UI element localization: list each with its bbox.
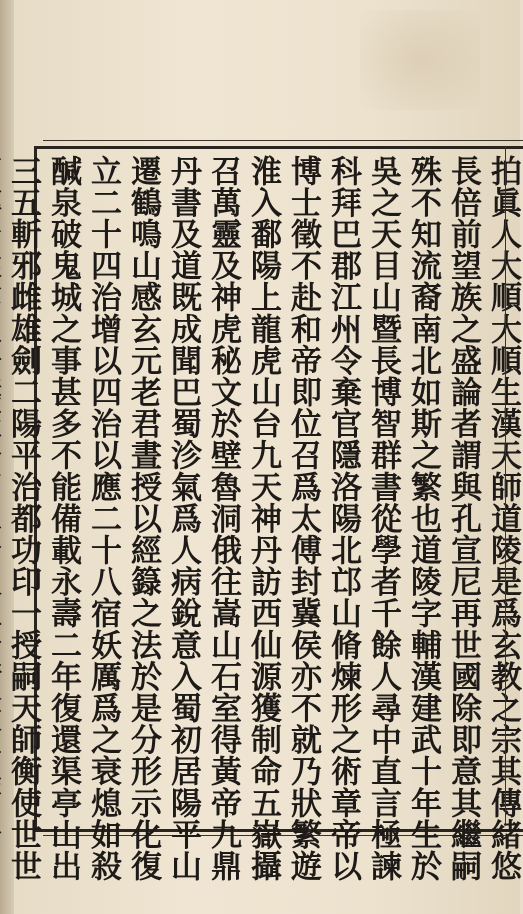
text-columns [5,155,523,882]
page-margin-column [505,146,520,826]
text-column-8: 召萬靈及神虎秘文於壁魯洞俄往嵩山石室得黃帝九鼎 [205,155,241,882]
text-column-4: 吳之天目山暨長博智群書從學者千餘人尋中直言極諫 [365,155,401,882]
text-column-9: 丹書及道既成聞巴蜀沴氣爲人病銳意入蜀初居陽平山 [165,155,201,882]
text-column-10: 遷鶴鳴山感玄元老君晝授以經籙之法於是分形示化復 [125,155,161,882]
text-column-11: 立二十四治增以四治以應二十八宿妖厲爲之衰熄如殺 [85,155,121,882]
text-column-6: 博士徵不赴和帝即位召爲太傅封冀侯亦不就乃狀繁遊 [285,155,321,882]
text-column-3: 殊不知流裔南北如斯之繁也道陵字輔漢建武十年生於 [405,155,441,882]
text-column-13: 三五斬邪雌雄劍二陽平治都功印一授嗣天師衡使世世 [5,155,41,882]
book-page [5,0,521,914]
text-column-12: 醎泉破鬼城之事甚多不能備載永壽二年復還渠亭山出 [45,155,81,882]
text-frame [5,146,523,882]
text-column-7: 淮入鄱陽上龍虎山台九天神丹訪西仙源獲制命五嶽攝 [245,155,281,882]
text-column-1: 拍眞人大順大順生漢天師道陵是爲玄教之宗其傳緒悠 [485,155,521,882]
paper-stain [360,10,480,110]
text-column-2: 長倍前望族之盛論者謂與孔宣尼再世國除即意其繼嗣 [445,155,481,882]
text-column-5: 科拜巴郡江州令棄官隱洛陽北邙山脩煉形之術章帝以 [325,155,361,882]
